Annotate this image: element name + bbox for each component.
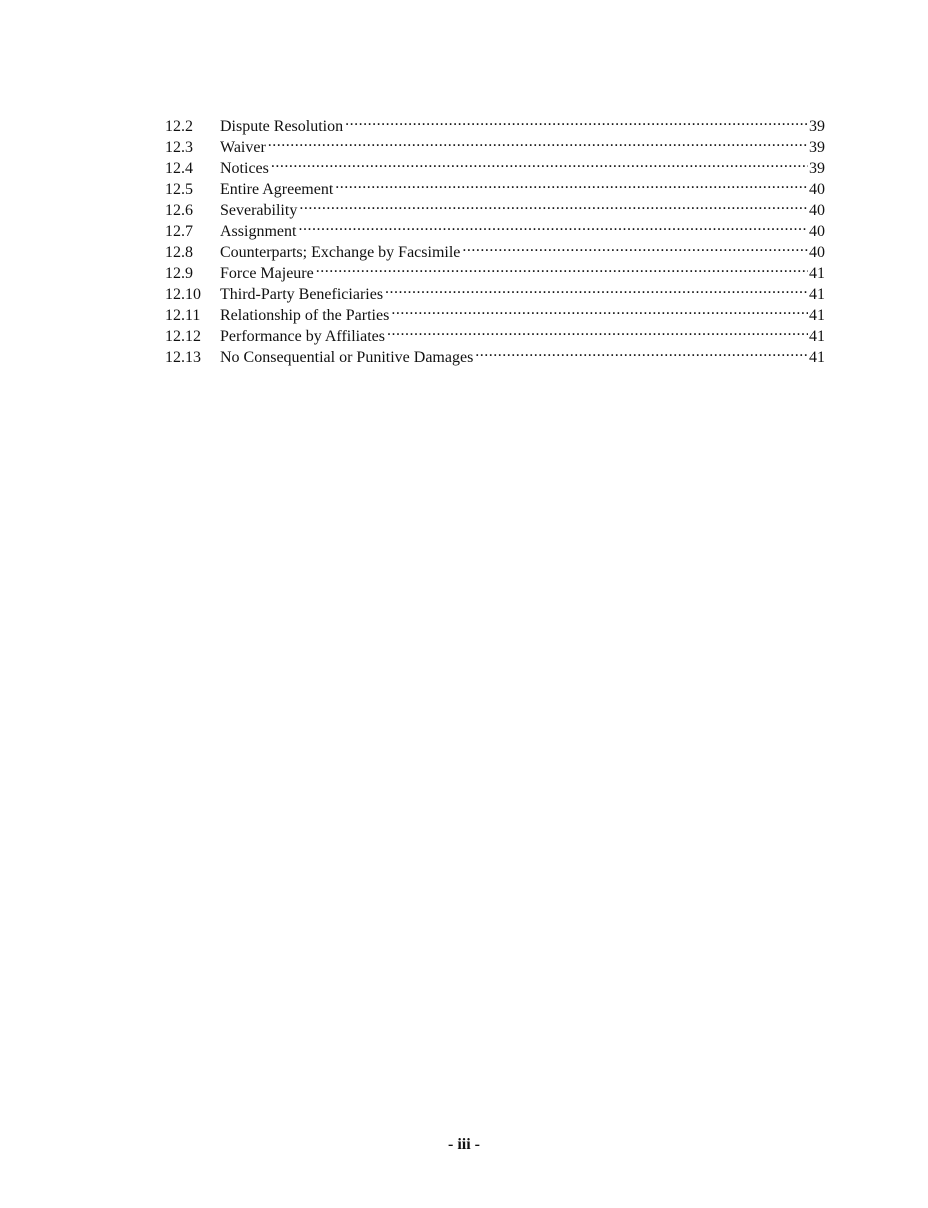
toc-entry-title: Performance by Affiliates (220, 328, 385, 345)
toc-entry-title: Entire Agreement (220, 181, 334, 198)
toc-entry-page: 40 (809, 202, 825, 219)
toc-dot-leader (335, 173, 808, 194)
toc-entry-title: Severability (220, 202, 298, 219)
toc-entry-title: Assignment (220, 223, 297, 240)
toc-entry-page: 40 (809, 181, 825, 198)
toc-entry-page: 41 (809, 328, 825, 345)
toc-entry-title: Dispute Resolution (220, 118, 344, 135)
toc-entry-page: 41 (809, 307, 825, 324)
toc-entry (165, 110, 825, 135)
page-number-footer: - iii - (448, 1136, 480, 1153)
toc-entry-title: Counterparts; Exchange by Facsimile (220, 244, 461, 261)
toc-entry-page: 41 (809, 265, 825, 282)
toc-entry-page: 41 (809, 286, 825, 303)
toc-entry-number: 12.2 (165, 118, 193, 135)
toc-entry-number: 12.12 (165, 328, 201, 345)
toc-entry-page: 39 (809, 160, 825, 177)
toc-entry-number: 12.6 (165, 202, 193, 219)
toc-entry-number: 12.3 (165, 139, 193, 156)
table-of-contents (165, 110, 825, 366)
toc-entry-number: 12.9 (165, 265, 193, 282)
toc-entry-page: 40 (809, 244, 825, 261)
toc-entry-number: 12.5 (165, 181, 193, 198)
toc-entry-page: 39 (809, 139, 825, 156)
toc-entry-page: 39 (809, 118, 825, 135)
toc-dot-leader (385, 278, 808, 299)
toc-dot-leader (298, 215, 808, 236)
toc-entry-title: Force Majeure (220, 265, 314, 282)
toc-entry-number: 12.13 (165, 349, 201, 366)
toc-entry-title: Waiver (220, 139, 266, 156)
toc-entry-title: Third-Party Beneficiaries (220, 286, 384, 303)
toc-dot-leader (387, 320, 808, 341)
toc-entry-title: Notices (220, 160, 269, 177)
toc-dot-leader (268, 131, 808, 152)
toc-dot-leader (316, 257, 808, 278)
toc-entry-title: No Consequential or Punitive Damages (220, 349, 474, 366)
toc-entry-number: 12.10 (165, 286, 201, 303)
toc-dot-leader (271, 152, 808, 173)
toc-entry-number: 12.4 (165, 160, 193, 177)
toc-dot-leader (391, 299, 808, 320)
toc-dot-leader (475, 341, 808, 362)
toc-entry-number: 12.8 (165, 244, 193, 261)
toc-entry-page: 40 (809, 223, 825, 240)
toc-dot-leader (345, 110, 808, 131)
toc-dot-leader (462, 236, 808, 257)
toc-entry-title: Relationship of the Parties (220, 307, 390, 324)
toc-entry-number: 12.7 (165, 223, 193, 240)
toc-entry-number: 12.11 (165, 307, 201, 324)
toc-entry-page: 41 (809, 349, 825, 366)
toc-dot-leader (299, 194, 808, 215)
